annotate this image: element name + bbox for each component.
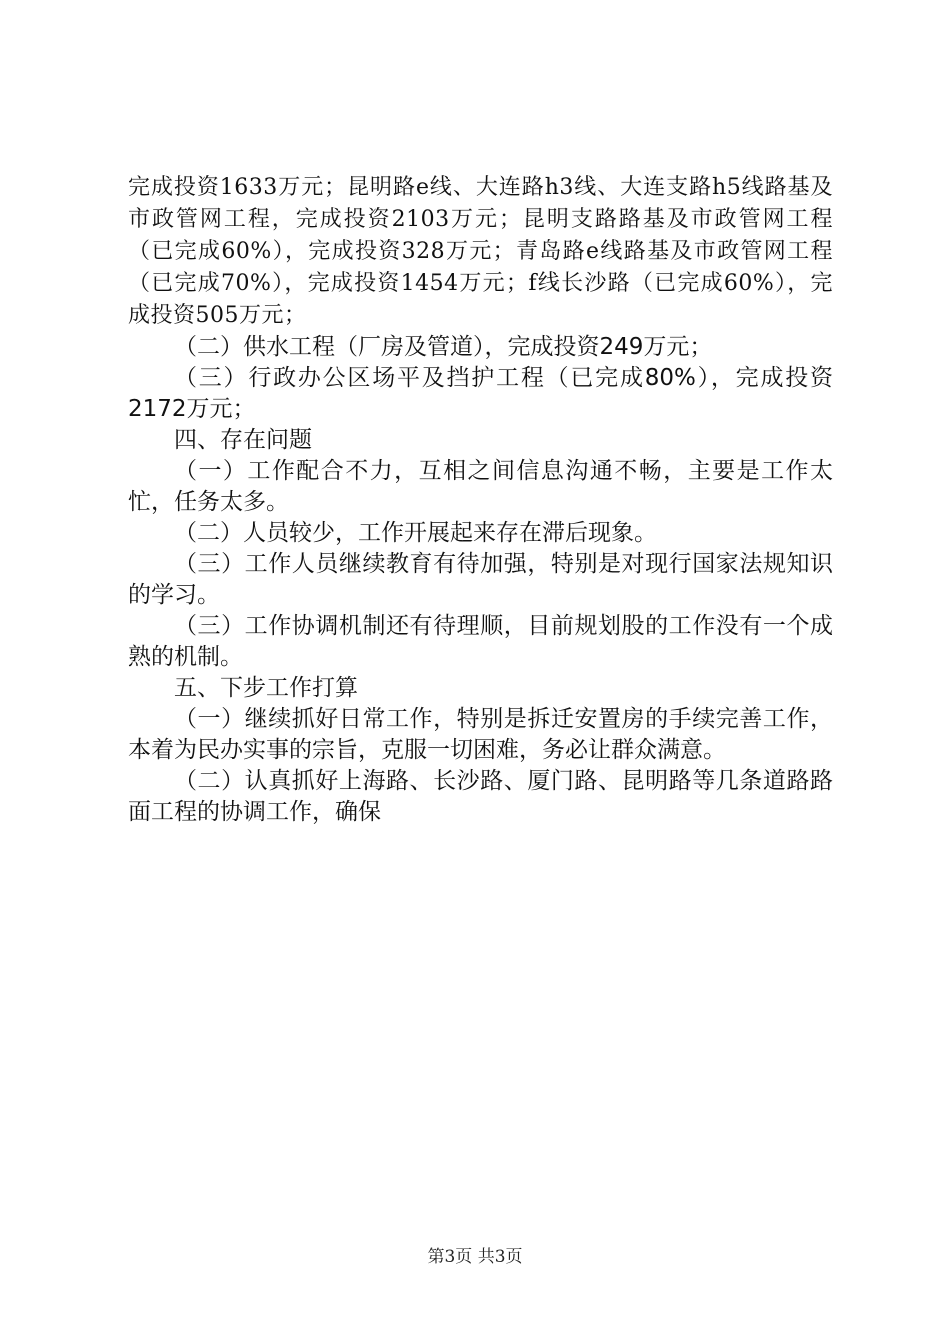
paragraph-problem-4: （三）工作协调机制还有待理顺，目前规划股的工作没有一个成熟的机制。 <box>128 613 833 670</box>
heading-next-steps: 五、下步工作打算 <box>174 675 358 701</box>
paragraph-problem-2: （二）人员较少，工作开展起来存在滞后现象。 <box>174 520 657 546</box>
paragraph-problem-3: （三）工作人员继续教育有待加强，特别是对现行国家法规知识的学习。 <box>128 551 833 608</box>
paragraph-problem-1: （一）工作配合不力，互相之间信息沟通不畅，主要是工作太忙，任务太多。 <box>128 458 833 515</box>
paragraph-investment-roads: 完成投资1633万元；昆明路e线、大连路h3线、大连支路h5线路基及市政管网工程，完成投资2103万元；昆明支路路基及市政管网工程（已完成60%），完成投资328万元；青岛路e线路基及市政管网工程（已完成70%），完成投资1454万元；f线长沙路（已完成60%），完成投资505万元； <box>128 175 833 328</box>
paragraph-plan-1: （一）继续抓好日常工作，特别是拆迁安置房的手续完善工作，本着为民办实事的宗旨，克服一切困难，务必让群众满意。 <box>128 706 833 763</box>
heading-existing-problems: 四、存在问题 <box>174 427 312 453</box>
paragraph-water-supply: （二）供水工程（厂房及管道），完成投资249万元； <box>174 334 713 360</box>
document-body <box>128 172 833 828</box>
paragraph-plan-2: （二）认真抓好上海路、长沙路、厦门路、昆明路等几条道路路面工程的协调工作，确保 <box>128 768 833 825</box>
page-number-footer: 第3页 共3页 <box>427 1247 523 1267</box>
paragraph-admin-area: （三）行政办公区场平及挡护工程（已完成80%），完成投资2172万元； <box>128 365 833 422</box>
